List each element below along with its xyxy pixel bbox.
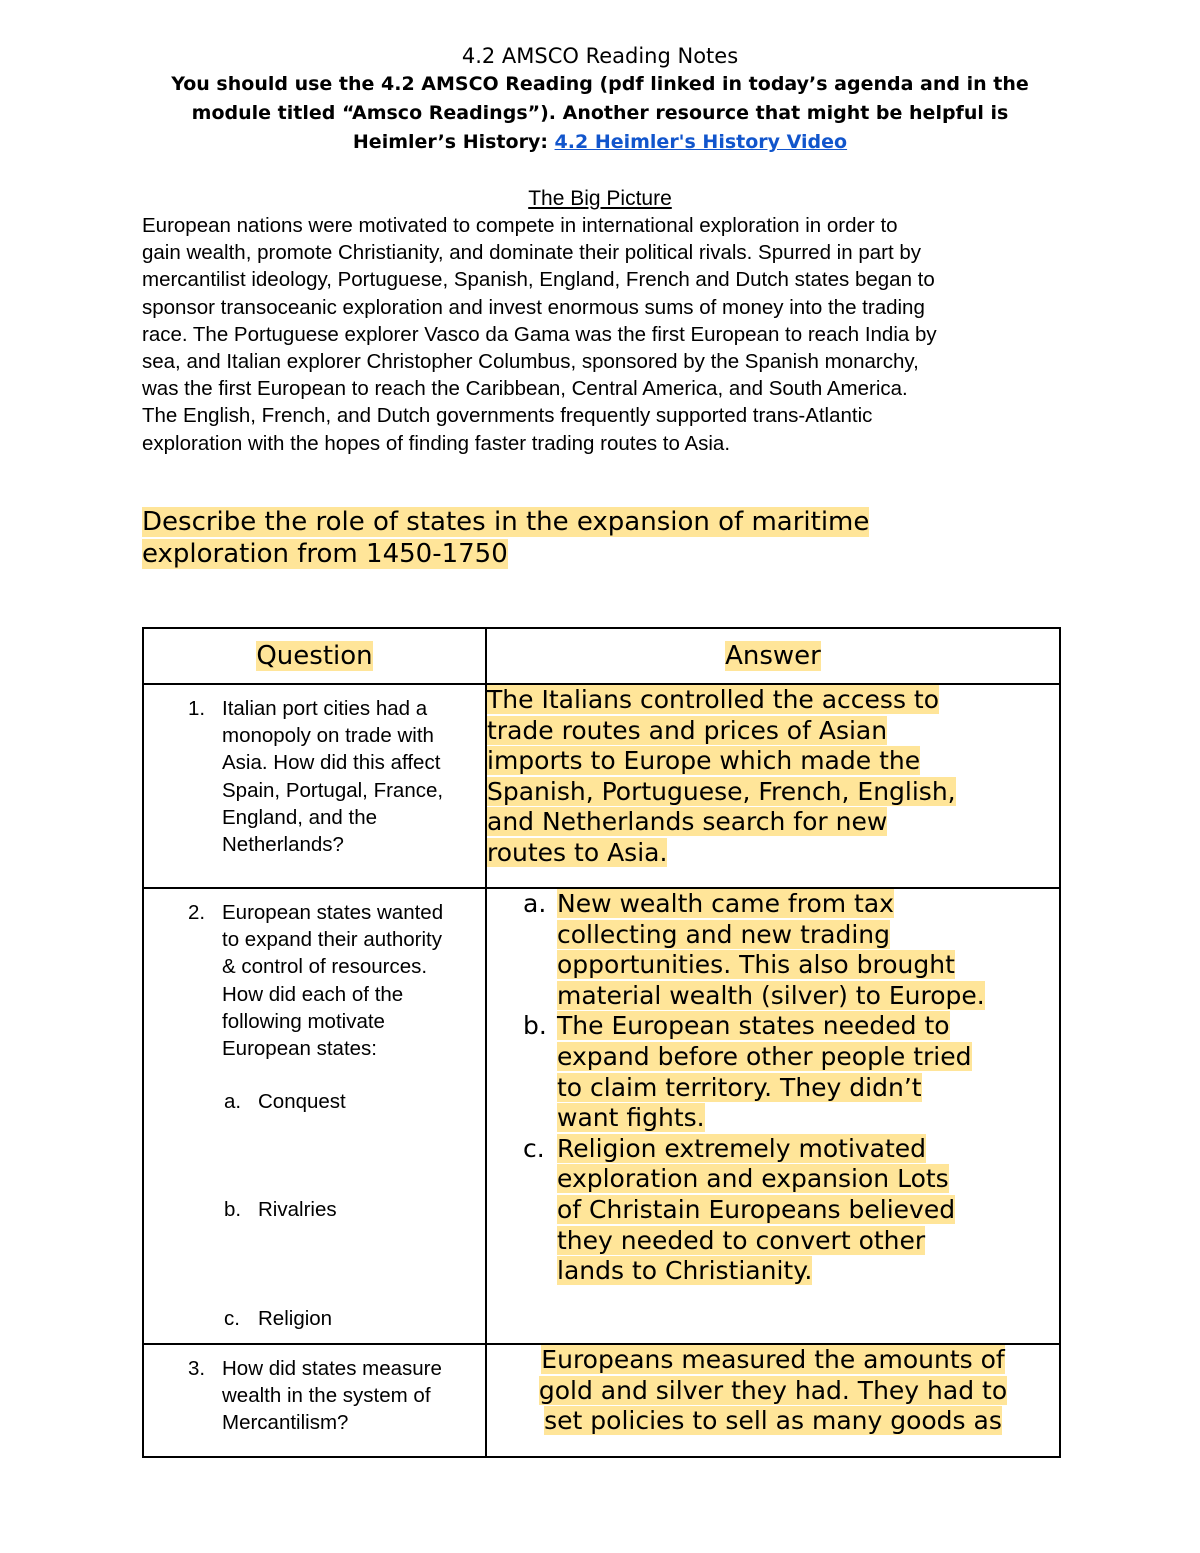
question-line: & control of resources. xyxy=(222,955,428,979)
question-line: European states: xyxy=(222,1037,377,1061)
answer-item-c: c. Religion extremely motivated exploration and expansion Lots of Christain Europeans believed they needed to convert other lands to Christianity. xyxy=(523,1133,956,1286)
question-line: Spain, Portugal, France, xyxy=(222,778,444,802)
paragraph-line: was the first European to reach the Caribbean, Central America, and South America. xyxy=(142,377,908,401)
table-row xyxy=(143,888,1060,1344)
question-line: monopoly on trade with xyxy=(222,724,434,748)
instructions-line-2: module titled “Amsco Readings”). Another resource that might be helpful is xyxy=(191,102,1009,124)
question-line: European states wanted xyxy=(222,901,444,924)
answer-item-b: b. The European states needed to expand before other people tried to claim territory. They didn’t want fights. xyxy=(523,1011,972,1133)
paragraph-line: sea, and Italian explorer Christopher Columbus, sponsored by the Spanish monarchy, xyxy=(142,350,919,374)
question-line: Netherlands? xyxy=(222,833,344,857)
big-picture-title: The Big Picture xyxy=(528,187,672,210)
prompt-line-2: exploration from 1450-1750 xyxy=(142,539,508,569)
answer-line: The Italians controlled the access to xyxy=(487,685,940,714)
answer-item-a: a. New wealth came from tax collecting and new trading opportunities. This also brought material wealth (silver) to Europe. xyxy=(523,889,985,1010)
big-picture-paragraph xyxy=(142,212,1060,457)
question-answer-table xyxy=(142,627,1061,1458)
answer-line: Europeans measured the amounts of xyxy=(541,1345,1005,1374)
question-column-header: Question xyxy=(143,628,486,684)
question-line: wealth in the system of xyxy=(222,1384,431,1408)
question-line: Asia. How did this affect xyxy=(222,751,441,775)
document-title: 4.2 AMSCO Reading Notes xyxy=(461,44,739,68)
heimler-video-link[interactable]: 4.2 Heimler's History Video xyxy=(554,131,848,153)
paragraph-line: gain wealth, promote Christianity, and dominate their political rivals. Spurred in part by xyxy=(142,241,921,265)
paragraph-line: race. The Portuguese explorer Vasco da Gama was the first European to reach India by xyxy=(142,322,937,346)
question-line: How did states measure xyxy=(222,1357,442,1380)
answer-line: trade routes and prices of Asian xyxy=(487,715,888,745)
answer-cell-3[interactable] xyxy=(486,1344,1060,1457)
question-number: 3. xyxy=(188,1357,206,1380)
answer-line: gold and silver they had. They had to xyxy=(538,1375,1008,1405)
paragraph-line: exploration with the hopes of finding faster trading routes to Asia. xyxy=(142,431,731,455)
sub-option-rivalries: b. Rivalries xyxy=(224,1198,337,1222)
prompt-line-1: Describe the role of states in the expansion of maritime xyxy=(142,507,870,537)
answer-column-header: Answer xyxy=(486,628,1060,684)
question-line: following motivate xyxy=(222,1009,385,1033)
answer-line: and Netherlands search for new xyxy=(487,807,888,837)
question-line: Mercantilism? xyxy=(222,1411,349,1435)
paragraph-line: sponsor transoceanic exploration and invest enormous sums of money into the trading xyxy=(142,295,925,319)
table-header-row xyxy=(143,628,1060,684)
instructions-line-1: You should use the 4.2 AMSCO Reading (pdf linked in today’s agenda and in the xyxy=(171,73,1029,95)
question-number: 1. xyxy=(188,697,206,720)
answer-cell-2[interactable] xyxy=(486,888,1060,1344)
answer-cell-1[interactable] xyxy=(486,684,1060,888)
paragraph-line: mercantilist ideology, Portuguese, Spanish, England, French and Dutch states began to xyxy=(142,268,935,292)
paragraph-line: European nations were motivated to compete in international exploration in order to xyxy=(142,214,898,237)
question-cell-3 xyxy=(143,1344,486,1457)
instructions-line-3: Heimler’s History: xyxy=(352,131,555,153)
answer-line: imports to Europe which made the xyxy=(487,746,921,776)
question-cell-2 xyxy=(143,888,486,1344)
answer-line: set policies to sell as many goods as xyxy=(544,1406,1002,1436)
answer-line: Spanish, Portuguese, French, English, xyxy=(487,776,956,806)
question-line: England, and the xyxy=(222,805,378,829)
assignment-prompt xyxy=(142,506,1022,570)
question-cell-1 xyxy=(143,684,486,888)
sub-option-conquest: a. Conquest xyxy=(224,1090,346,1114)
answer-line: routes to Asia. xyxy=(487,837,668,867)
answer-list xyxy=(487,889,1059,1287)
sub-option-religion: c. Religion xyxy=(224,1306,333,1330)
table-row xyxy=(143,684,1060,888)
paragraph-line: The English, French, and Dutch governments frequently supported trans-Atlantic xyxy=(142,404,873,428)
question-line: to expand their authority xyxy=(222,928,442,952)
document-header xyxy=(140,42,1060,157)
instructions xyxy=(140,70,1060,157)
question-line: Italian port cities had a xyxy=(222,697,428,720)
question-line: How did each of the xyxy=(222,982,404,1006)
question-number: 2. xyxy=(188,901,206,924)
table-row xyxy=(143,1344,1060,1457)
